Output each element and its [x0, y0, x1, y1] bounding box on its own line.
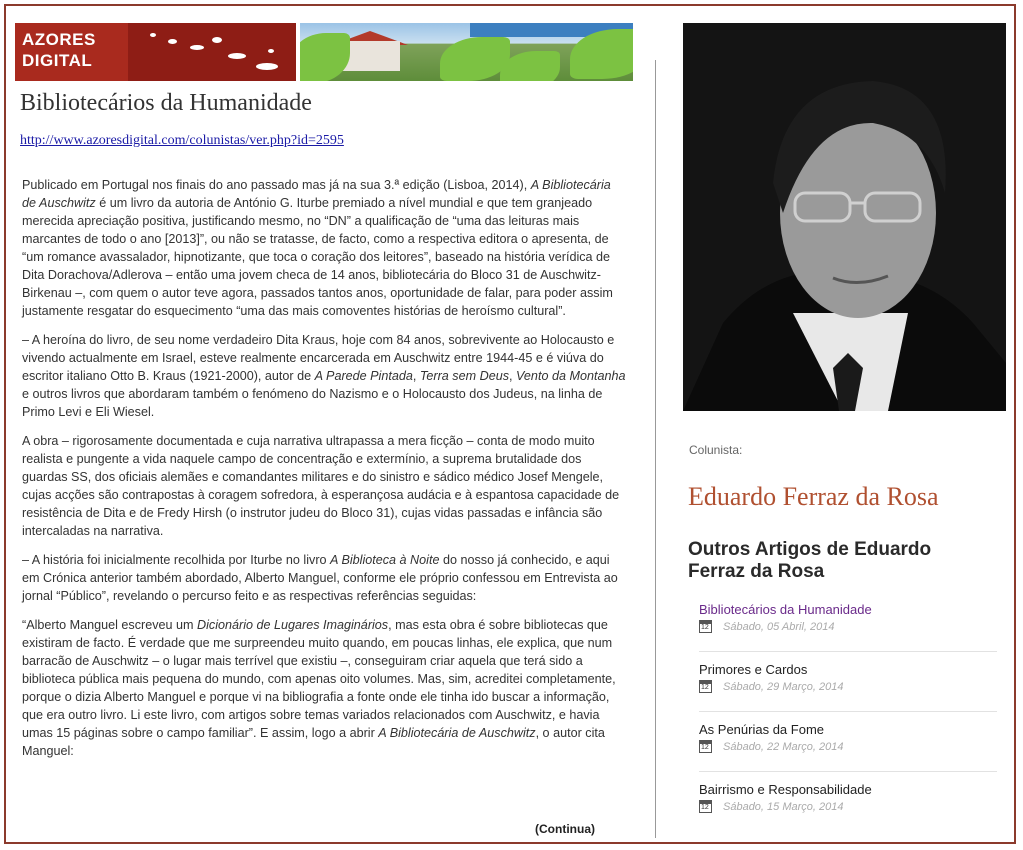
colunista-label: Colunista: — [689, 443, 743, 457]
continua-label: (Continua) — [535, 822, 595, 836]
item-separator — [699, 771, 997, 772]
article-paragraph: “Alberto Manguel escreveu um Dicionário de Lugares Imaginários, mas esta obra é sobre bibliotecas que existiram de facto. É verdade que me surpreendeu muito quando, em poucas linhas, ele explica, que num barracão de Auschwitz – o lugar mais terrível que existiu –, conseguiram criar aquela que terá sido a biblioteca pública mais pequena do mundo, com apenas oito volumes. Mas, sim, acreditei completamente, porque o dizia Alberto Manguel e porque vi na bibliografia a fonte onde ele tinha ido buscar a informação, que era outro livro. Li este livro, com artigos sobre temas variados relacionados com Auschwitz, e havia umas 15 páginas sobre o campo familiar”. E assim, logo a abrir A Bibliotecária de Auschwitz, o autor cita Manguel: — [22, 618, 616, 758]
header-banner-image — [300, 23, 633, 81]
author-photo — [683, 23, 1006, 411]
article-paragraph: – A heroína do livro, de seu nome verdadeiro Dita Kraus, hoje com 84 anos, sobrevivente ao Holocausto e vivendo actualmente em Israel, esteve realmente encarcerada em Auschwitz entre 1944-45 e é viúva do escritor italiano Otto B. Kraus (1921-2000), autor de A Parede Pintada, Terra sem Deus, Vento da Montanha e outros livros que abordaram também o fenómeno do Nazismo e o Holocausto dos Judeus, na linha de Primo Levi e Eli Wiesel. — [22, 333, 626, 419]
item-separator — [699, 651, 997, 652]
other-article-date: 12 Sábado, 15 Março, 2014 — [699, 800, 999, 814]
logo-line-1: AZORES — [22, 30, 96, 49]
calendar-icon — [699, 680, 712, 693]
other-article-date: 12 Sábado, 05 Abril, 2014 — [699, 620, 999, 634]
calendar-icon — [699, 620, 712, 633]
other-articles-heading: Outros Artigos de Eduardo Ferraz da Rosa — [688, 539, 932, 582]
column-divider — [655, 60, 656, 838]
other-article-item[interactable] — [699, 722, 999, 754]
other-article-date: 12 Sábado, 22 Março, 2014 — [699, 740, 999, 754]
other-article-item[interactable] — [699, 782, 999, 814]
article-url-link[interactable]: http://www.azoresdigital.com/colunistas/ver.php?id=2595 — [20, 133, 344, 148]
article-paragraph: Publicado em Portugal nos finais do ano passado mas já na sua 3.ª edição (Lisboa, 2014), A Bibliotecária de Auschwitz é um livro da autoria de António G. Iturbe premiado a nível mundial e que tem granjeado merecida apreciação positiva, justificando mesmo, no “DN” a qualificação de “uma das leituras mais marcantes de todo o ano [2013]”, ou não se tratasse, de facto, como a respectiva editora o apresenta, de “um romance avassalador, hipnotizante, que toca o coração dos leitores”, baseado na história verídica de Dita Dorachova/Adlerova – então uma jovem checa de 14 anos, bibliotecária do Bloco 31 de Auschwitz-Birkenau –, com quem o autor teve agora, passados tantos anos, oportunidade de falar, para poder assim justamente resgatar do esquecimento “uma das mais comoventes histórias de heroísmo cultural”. — [22, 178, 613, 318]
calendar-icon — [699, 800, 712, 813]
article-paragraph: – A história foi inicialmente recolhida por Iturbe no livro A Biblioteca à Noite do nosso já conhecido, e aqui em Crónica anterior também abordado, Alberto Manguel, conforme ele próprio confessou em Entrevista ao jornal “Público”, revelando o percurso feito e as respectivas referências seguidas: — [22, 553, 618, 603]
azores-islands-map — [128, 23, 296, 81]
other-article-date: 12 Sábado, 29 Março, 2014 — [699, 680, 999, 694]
article-title: Bibliotecários da Humanidade — [20, 90, 312, 116]
other-article-item[interactable] — [699, 602, 999, 634]
other-article-title[interactable]: Bibliotecários da Humanidade — [699, 602, 872, 617]
other-article-title[interactable]: Bairrismo e Responsabilidade — [699, 782, 872, 797]
author-name[interactable]: Eduardo Ferraz da Rosa — [688, 482, 939, 511]
other-article-title[interactable]: Primores e Cardos — [699, 662, 808, 677]
other-article-item[interactable] — [699, 662, 999, 694]
logo-line-2: DIGITAL — [22, 51, 93, 70]
other-article-title[interactable]: As Penúrias da Fome — [699, 722, 825, 737]
calendar-icon — [699, 740, 712, 753]
article-paragraph: A obra – rigorosamente documentada e cuja narrativa ultrapassa a mera ficção – conta de modo muito realista e pungente a vida naquele campo de concentração e extermínio, a suprema brutalidade dos guardas SS, dos oficiais alemães e comandantes militares e do sinistro e sádico médico Josef Mengele, cujas acções são contrapostas à coragem sofredora, à esperançosa audácia e à espantosa capacidade de resistência de Dita e de Fredy Hirsh (o instrutor judeu do Bloco 31), cujas vidas passadas e infância são intercaladas na narrativa. — [22, 434, 620, 538]
article-body — [22, 176, 628, 771]
azores-digital-logo[interactable] — [15, 23, 128, 81]
item-separator — [699, 711, 997, 712]
